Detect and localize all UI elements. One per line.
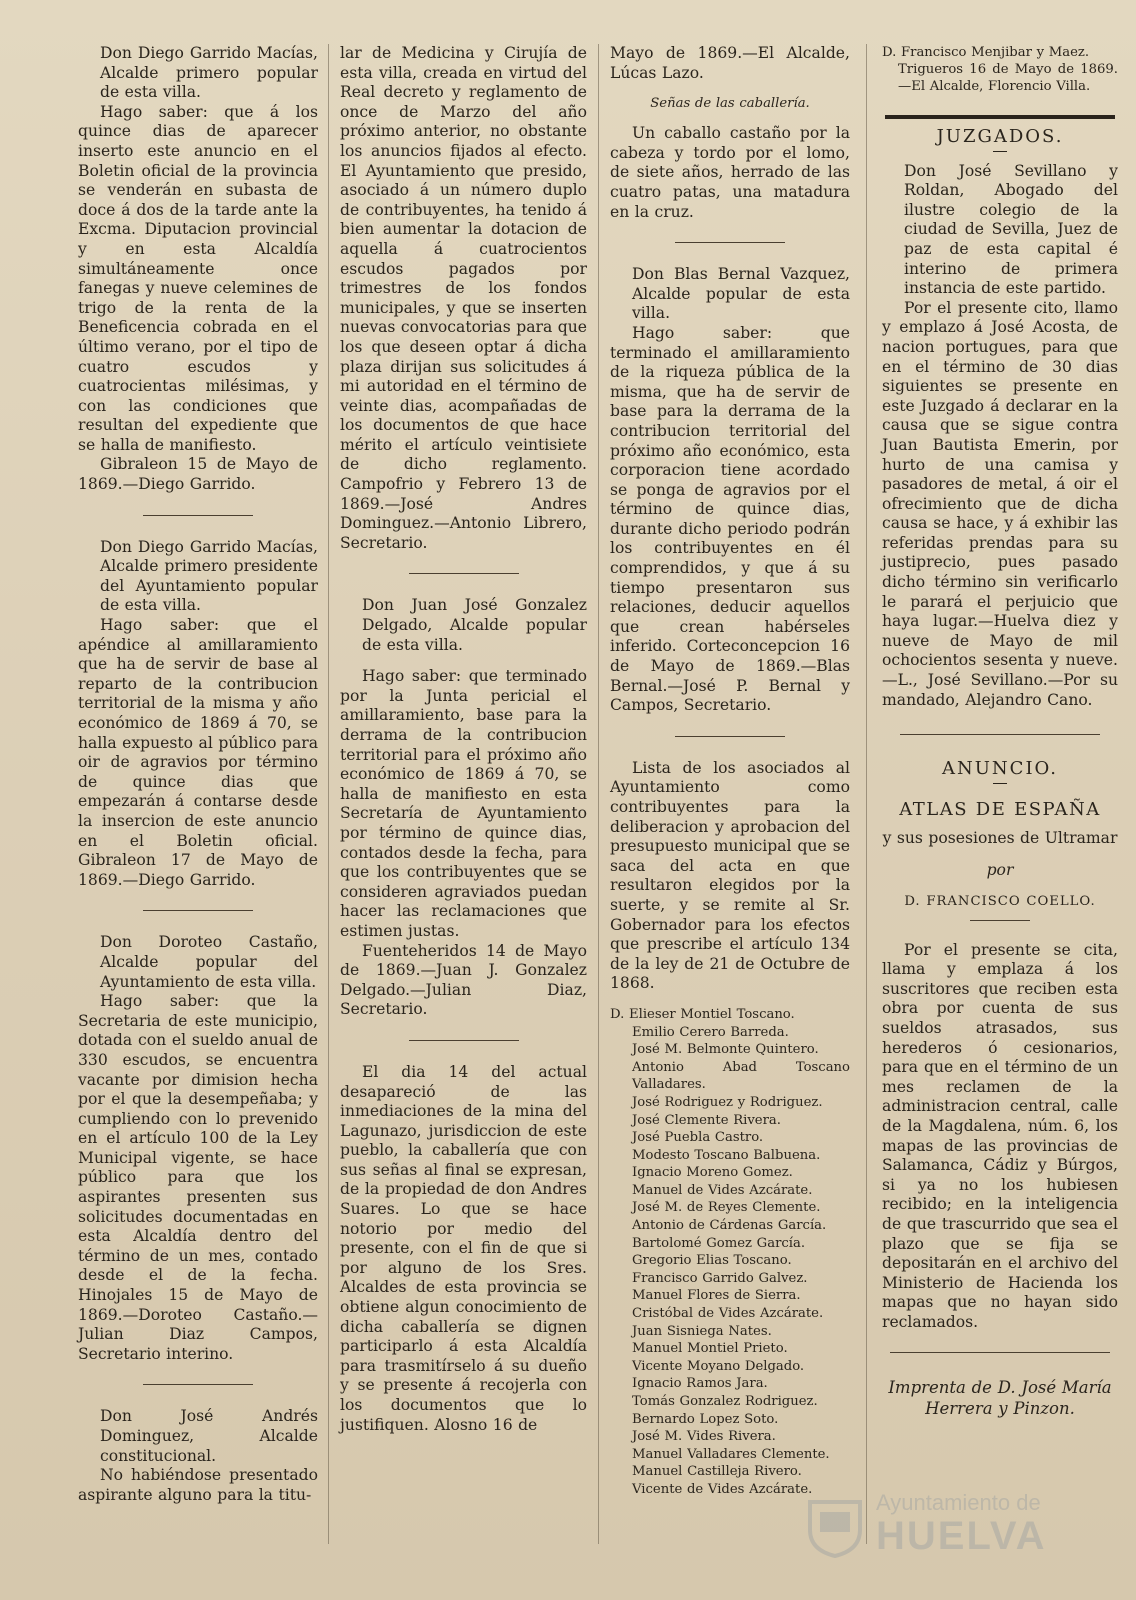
notice-body: Hago saber: que á los quince dias de aparecer inserto este anuncio en el Boletin oficial de la provincia se venderán en subasta de doce á dos de la tarde ante la Excma. Diputacion provincial y en esta Alcaldía simultáneamente once fanegas y nueve celemines de trigo de la renta de la Beneficencia cobrada en el último verano, por el tipo de cuatro escudos y cuatrocientas milésimas, y con las condiciones que resultan del expediente que se halla de manifiesto.	[78, 102, 318, 454]
coat-of-arms-icon	[806, 1496, 864, 1558]
separator	[993, 783, 1007, 784]
list-item: Manuel Montiel Prieto.	[632, 1341, 788, 1357]
names-list	[610, 1006, 850, 1499]
list-item: Francisco Garrido Galvez.	[632, 1270, 808, 1286]
section-rule	[885, 115, 1115, 119]
notice-heading: Don Blas Bernal Vazquez, Alcalde popular de esta villa.	[632, 265, 850, 323]
notice-signature: Trigueros 16 de Mayo de 1869. —El Alcalde, Florencio Villa.	[898, 62, 1118, 94]
notice-signature: D. Francisco Menjibar y Maez.	[882, 45, 1090, 60]
notice-body: Por el presente cito, llamo y emplazo á José Acosta, de nacion portugues, para que en el término de 30 dias siguientes se presente en este Juzgado á declarar en la causa que se sigue contra Juan Bautista Emerin, por hurto de una camisa y pasadores de metal, á oir el ofrecimiento que de dicha causa se hace, y á exhibir las referidas prendas para su justiprecio, pues pasado dicho término sin verificarlo le parará el perjuicio que haya lugar.—Huelva diez y nueve de Mayo de mil ochocientos sesenta y nueve.—L., José Sevillano.—Por su mandado, Alejandro Cano.	[882, 298, 1118, 709]
list-item: D. Elieser Montiel Toscano.	[610, 1006, 795, 1022]
section-title: JUZGADOS.	[936, 126, 1064, 147]
list-item: Tomás Gonzalez Rodriguez.	[632, 1394, 818, 1409]
watermark	[806, 1490, 1046, 1560]
imprint: Imprenta de D. José María Herrera y Pinzon.	[888, 1378, 1112, 1419]
column-1	[78, 44, 318, 1505]
column-2	[340, 44, 587, 1435]
notice-body: Hago saber: que terminado por la Junta pericial el amillaramiento, base para la derrama de la contribucion territorial para el próximo año económico de 1869 á 70, se halla de manifiesto en esta Secretaría de Ayuntamiento por término de quince dias, contados desde la fecha, para que los contribuyentes que se consideren agraviados puedan hacer las reclamaciones que estimen justas.	[340, 667, 587, 940]
notice-body: Hago saber: que terminado el amillaramiento de la riqueza pública de la misma, que ha de servir de base para la derrama de la contribucion territorial del próximo año económico, esta corporacion tiene acordado se ponga de agravios por el término de quince dias, durante dicho periodo podrán los contribuyentes en él comprendidos, y que á su tiempo presentaron sus relaciones, deducir aquellos que crean habérseles inferido. Corteconcepcion 16 de Mayo de 1869.—Blas Bernal.—José P. Bernal y Campos, Secretario.	[610, 323, 850, 715]
list-item: Bartolomé Gomez García.	[632, 1235, 806, 1251]
list-item: José Rodriguez y Rodriguez.	[632, 1094, 823, 1110]
list-item: Manuel Flores de Sierra.	[632, 1288, 801, 1304]
section-title: ANUNCIO.	[942, 758, 1058, 780]
separator	[900, 734, 1100, 735]
separator	[675, 736, 785, 737]
notice-signature: Mayo de 1869.—El Alcalde, Lúcas Lazo.	[610, 44, 850, 82]
notice-signature: Fuenteheridos 14 de Mayo de 1869.—Juan J. Gonzalez Delgado.—Julian Diaz, Secretario.	[340, 941, 587, 1019]
book-by: por	[986, 861, 1014, 879]
column-rule	[866, 44, 867, 1544]
notice-body: Hago saber: que la Secretaria de este municipio, dotada con el sueldo anual de 330 escudos, se encuentra vacante por dimision hecha por el que la desempeñaba; y cumpliendo con lo prevenido en el artículo 100 de la Ley Municipal vigente, se hace público para que los aspirantes presenten sus solicitudes documentadas en esta Alcaldía dentro del término de un mes, contado desde el de la fecha. Hinojales 15 de Mayo de 1869.—Doroteo Castaño.—Julian Diaz Campos, Secretario interino.	[78, 992, 318, 1363]
separator	[143, 1384, 253, 1385]
notice-body: Por el presente se cita, llama y emplaza á los suscritores que reciben esta obra por cuenta de sus sueldos atrasados, sus herederos ó cesionarios, para que en el término de un mes reclamen de la administracion central, calle de la Magdalena, núm. 6, los mapas de las provincias de Salamanca, Cádiz y Búrgos, si ya no los hubiesen recibido; en la inteligencia de que trascurrido que sea el plazo que se fija se depositarán en el archivo del Ministerio de Hacienda los mapas que no hayan sido reclamados.	[882, 940, 1118, 1331]
notice-body: Lista de los asociados al Ayuntamiento como contribuyentes para la deliberacion y aprobacion del presupuesto municipal que se saca del acta en que resultaron elegidos por la suerte, y se remite al Sr. Gobernador para los efectos que prescribe el artículo 134 de la ley de 21 de Octubre de 1868.	[610, 758, 850, 993]
separator	[143, 515, 253, 516]
notice-heading: Don Doroteo Castaño, Alcalde popular del Ayuntamiento de esta villa.	[100, 933, 318, 991]
list-item: Cristóbal de Vides Azcárate.	[632, 1306, 824, 1322]
book-subtitle: y sus posesiones de Ultramar	[882, 829, 1118, 848]
section-subtitle: Señas de las caballería.	[650, 96, 810, 112]
notice-heading: Don Diego Garrido Macías, Alcalde primero presidente del Ayuntamiento popular de esta villa.	[100, 537, 318, 615]
list-item: Vicente de Vides Azcárate.	[632, 1481, 813, 1497]
list-item: Antonio de Cárdenas García.	[632, 1218, 827, 1234]
watermark-line-2: HUELVA	[876, 1514, 1047, 1558]
notice-heading: Don José Sevillano y Roldan, Abogado del ilustre colegio de la ciudad de Sevilla, Juez de paz de esta capital é interino de primera instancia de este partido.	[904, 161, 1118, 298]
list-item: Gregorio Elias Toscano.	[632, 1253, 792, 1269]
notice-body: lar de Medicina y Cirujía de esta villa, creada en virtud del Real decreto y reglamento de once de Marzo del año próximo anterior, no obstante los anuncios fijados al efecto. El Ayuntamiento que presido, asociado á un número duplo de contribuyentes, ha tenido á bien aumentar la dotacion de aquella á cuatrocientos escudos pagados por trimestres de los fondos municipales, y que se inserten nuevas convocatorias para que los que deseen optar á dicha plaza dirijan sus solicitudes á mi autoridad en el término de veinte dias, acompañadas de los documentos de que hace mérito el artículo veintisiete de dicho reglamento. Campofrio y Febrero 13 de 1869.—José Andres Dominguez.—Antonio Librero, Secretario.	[340, 44, 587, 552]
notice-body: El dia 14 del actual desapareció de las inmediaciones de la mina del Lagunazo, jurisdiccion de este pueblo, la caballería que con sus señas al final se expresan, de la propiedad de don Andres Suares. Lo que se hace notorio por medio del presente, con el fin de que si por alguno de los Sres. Alcaldes de esta provincia se obtiene algun conocimiento de dicha caballería se dignen participarlo á esta Alcaldía para trasmitírselo á su dueño y se presente á recojerla con los documentos que lo justifiquen. Alosno 16 de	[340, 1062, 587, 1434]
list-item: José M. Belmonte Quintero.	[632, 1042, 819, 1058]
list-item: Manuel Castilleja Rivero.	[632, 1464, 802, 1480]
list-item: Ignacio Ramos Jara.	[632, 1376, 768, 1392]
list-item: Manuel de Vides Azcárate.	[632, 1182, 813, 1198]
column-rule	[598, 44, 599, 1544]
column-3	[610, 44, 850, 1499]
column-rule	[328, 44, 329, 1544]
separator	[143, 910, 253, 911]
list-item: José Clemente Rivera.	[632, 1112, 781, 1128]
list-item: José M. de Reyes Clemente.	[632, 1200, 821, 1216]
list-item: Bernardo Lopez Soto.	[632, 1411, 779, 1427]
list-item: José Puebla Castro.	[632, 1130, 764, 1146]
book-author: D. FRANCISCO COELLO.	[904, 893, 1096, 909]
book-title: ATLAS DE ESPAÑA	[899, 798, 1101, 820]
list-item: Antonio Abad Toscano Valladares.	[632, 1059, 850, 1093]
list-item: Modesto Toscano Balbuena.	[632, 1147, 821, 1163]
separator	[409, 573, 519, 574]
column-4	[882, 44, 1118, 1419]
list-item: Juan Sisniega Nates.	[632, 1323, 772, 1339]
notice-body: Hago saber: que el apéndice al amillaramiento que ha de servir de base al reparto de la contribucion territorial de la misma y año económico de 1869 á 70, se halla expuesto al público para oir de agravios por término de quince dias que empezarán á contarse desde la insercion de este anuncio en el Boletin oficial. Gibraleon 17 de Mayo de 1869.—Diego Garrido.	[78, 616, 318, 889]
notice-body: No habiéndose presentado aspirante alguno para la titu-	[78, 1466, 318, 1504]
notice-heading: Don Diego Garrido Macías, Alcalde primero popular de esta villa.	[100, 44, 318, 102]
list-item: Emilio Cerero Barreda.	[632, 1024, 789, 1040]
notice-heading: Don Juan José Gonzalez Delgado, Alcalde popular de esta villa.	[362, 596, 587, 654]
separator	[970, 920, 1030, 921]
list-item: Ignacio Moreno Gomez.	[632, 1165, 793, 1181]
list-item: Vicente Moyano Delgado.	[632, 1358, 805, 1374]
separator	[409, 1040, 519, 1041]
watermark-line-1: Ayuntamiento de	[876, 1490, 1041, 1515]
separator	[993, 151, 1007, 152]
notice-body: Un caballo castaño por la cabeza y tordo por el lomo, de siete años, herrado de las cuatro patas, una matadura en la cruz.	[610, 124, 850, 221]
notice-signature: Gibraleon 15 de Mayo de 1869.—Diego Garrido.	[78, 455, 318, 494]
list-item: José M. Vides Rivera.	[632, 1429, 776, 1445]
notice-heading: Don José Andrés Dominguez, Alcalde constitucional.	[100, 1407, 318, 1465]
separator	[890, 1352, 1110, 1353]
separator	[675, 242, 785, 243]
list-item: Manuel Valladares Clemente.	[632, 1446, 830, 1462]
